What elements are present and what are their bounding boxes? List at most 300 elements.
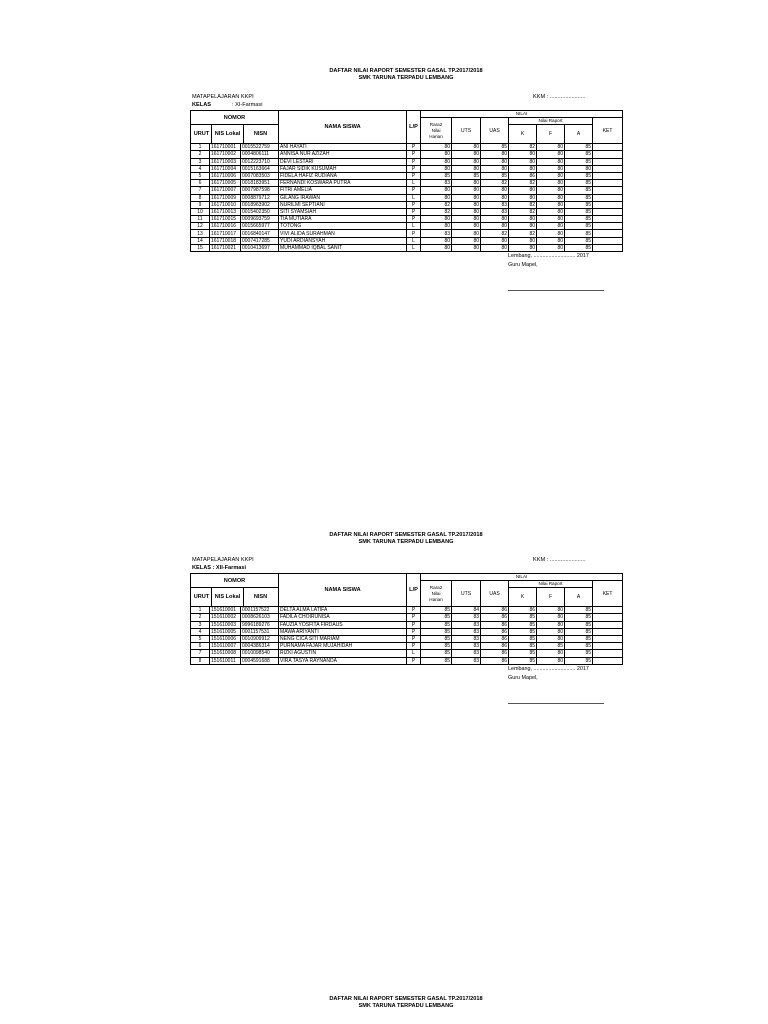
- nisn-cell: 0001157522: [241, 607, 279, 614]
- nilai-label: Nilai: [431, 590, 441, 596]
- table-row: [191, 158, 623, 165]
- uts-cell: 83: [452, 628, 481, 635]
- kelas-value: : XI-Farmasi: [232, 102, 263, 108]
- uts-cell: 80: [452, 216, 481, 223]
- f-cell: 80: [537, 172, 565, 179]
- f-cell: 80: [537, 635, 565, 642]
- nis-lokal-cell: 151610007: [210, 643, 241, 650]
- f-cell: 80: [537, 230, 565, 237]
- nisn-cell: 0015665977: [241, 223, 279, 230]
- gender-cell: L: [407, 223, 421, 230]
- lembang-date: Lembang, ............................ 2017: [508, 253, 589, 259]
- table-row: [191, 208, 623, 215]
- f-cell: 80: [537, 621, 565, 628]
- row-number-cell: 2: [191, 614, 210, 621]
- student-name-cell: VIVI ALIDA SURAHMAN: [279, 230, 407, 237]
- nisn-cell: 0008626103: [241, 614, 279, 621]
- ket-cell: [593, 194, 623, 201]
- f-cell: 80: [537, 650, 565, 657]
- k-cell: 80: [509, 165, 537, 172]
- school-name: SMK TARUNA TERPADU LEMBANG: [358, 1003, 454, 1009]
- table-row: [191, 614, 623, 621]
- a-cell: 85: [565, 144, 593, 151]
- uts-cell: 83: [452, 643, 481, 650]
- a-cell: 80: [565, 165, 593, 172]
- row-number-cell: 4: [191, 165, 210, 172]
- table-row: [191, 194, 623, 201]
- uas-cell: 86: [481, 614, 509, 621]
- header-nisn: NISN: [253, 131, 268, 138]
- a-cell: 85: [565, 223, 593, 230]
- gender-cell: P: [407, 172, 421, 179]
- rara2-cell: 85: [421, 172, 452, 179]
- row-number-cell: 1: [191, 144, 210, 151]
- uas-cell: 83: [481, 208, 509, 215]
- gender-cell: P: [407, 151, 421, 158]
- gender-cell: P: [407, 144, 421, 151]
- report-sheet-2: [190, 532, 622, 705]
- nisn-cell: 0012223710: [241, 158, 279, 165]
- nis-lokal-cell: 161710007: [210, 187, 241, 194]
- nis-lokal-cell: 151610005: [210, 628, 241, 635]
- rara2-cell: 80: [421, 194, 452, 201]
- f-cell: 85: [537, 643, 565, 650]
- uas-cell: 80: [481, 165, 509, 172]
- nisn-cell: 0004386314: [241, 643, 279, 650]
- header-f: F: [537, 125, 565, 144]
- student-name-cell: PURNAMA FAJAR MUJAHIDAH: [279, 643, 407, 650]
- table-row: [191, 657, 623, 664]
- kkm-label: KKM : .......................: [533, 557, 586, 563]
- nis-lokal-cell: 151610006: [210, 635, 241, 642]
- uas-cell: 85: [481, 172, 509, 179]
- harian-label: Harian: [429, 133, 443, 139]
- uas-cell: 80: [481, 244, 509, 251]
- school-name: SMK TARUNA TERPADU LEMBANG: [358, 539, 454, 545]
- ket-cell: [593, 635, 623, 642]
- k-cell: 85: [509, 635, 537, 642]
- nis-lokal-cell: 151610001: [210, 607, 241, 614]
- row-number-cell: 6: [191, 643, 210, 650]
- rara2-cell: 85: [421, 657, 452, 664]
- uts-cell: 80: [452, 201, 481, 208]
- f-cell: 80: [537, 180, 565, 187]
- header-lp: L/P: [407, 111, 421, 144]
- nisn-cell: 0007417285: [241, 237, 279, 244]
- header-nomor-sub: [191, 588, 279, 607]
- a-cell: 85: [565, 643, 593, 650]
- grade-table-body-2: [191, 607, 623, 665]
- rara2-label: Rara2: [429, 584, 443, 590]
- nisn-cell: 0008879712: [241, 194, 279, 201]
- row-number-cell: 12: [191, 223, 210, 230]
- student-name-cell: FAJAR SIDIK KUSUMAH: [279, 165, 407, 172]
- nis-lokal-cell: 161710005: [210, 180, 241, 187]
- uts-cell: 80: [452, 180, 481, 187]
- nisn-cell: 0016840147: [241, 230, 279, 237]
- grade-table-body-1: [191, 144, 623, 252]
- a-cell: 85: [565, 180, 593, 187]
- sheet-title: DAFTAR NILAI RAPORT SEMESTER GASAL TP.2017/2018: [329, 532, 483, 538]
- table-row: [191, 216, 623, 223]
- nisn-cell: 0009693759: [241, 216, 279, 223]
- f-cell: 80: [537, 244, 565, 251]
- header-a: A: [565, 125, 593, 144]
- f-cell: 80: [537, 628, 565, 635]
- nomor-sub-table: [192, 588, 277, 606]
- rara2-cell: 85: [421, 635, 452, 642]
- rara2-cell: 80: [421, 216, 452, 223]
- student-name-cell: ANI HAYATI: [279, 144, 407, 151]
- mapel-label: MATAPELAJARAN KKPI: [192, 94, 254, 100]
- rara2-cell: 85: [421, 643, 452, 650]
- gender-cell: P: [407, 635, 421, 642]
- k-cell: 82: [509, 208, 537, 215]
- row-number-cell: 5: [191, 172, 210, 179]
- k-cell: 82: [509, 144, 537, 151]
- header-a: A: [565, 588, 593, 607]
- header-ket: KET: [593, 581, 623, 607]
- ket-cell: [593, 158, 623, 165]
- ket-cell: [593, 201, 623, 208]
- header-nilai: NILAI: [421, 574, 623, 581]
- ket-cell: [593, 614, 623, 621]
- school-name: SMK TARUNA TERPADU LEMBANG: [358, 75, 454, 81]
- k-cell: 85: [509, 643, 537, 650]
- ket-cell: [593, 650, 623, 657]
- rara2-cell: 80: [421, 165, 452, 172]
- row-number-cell: 15: [191, 244, 210, 251]
- nis-lokal-cell: 151610008: [210, 650, 241, 657]
- nisn-cell: 0004806111: [241, 151, 279, 158]
- uts-cell: 83: [452, 614, 481, 621]
- table-row: [191, 172, 623, 179]
- nomor-sub-table: [192, 125, 277, 143]
- header-rara2: [421, 581, 452, 607]
- nis-lokal-cell: 161710009: [210, 194, 241, 201]
- table-row: [191, 635, 623, 642]
- row-number-cell: 11: [191, 216, 210, 223]
- uas-cell: 82: [481, 230, 509, 237]
- a-cell: 85: [565, 237, 593, 244]
- signature-line: [508, 703, 604, 704]
- a-cell: 85: [565, 187, 593, 194]
- nis-lokal-cell: 161710003: [210, 158, 241, 165]
- uts-cell: 80: [452, 244, 481, 251]
- f-cell: 80: [537, 216, 565, 223]
- k-cell: 80: [509, 158, 537, 165]
- k-cell: 80: [509, 187, 537, 194]
- rara2-cell: 85: [421, 650, 452, 657]
- a-cell: 85: [565, 151, 593, 158]
- nisn-cell: 9996189276: [241, 621, 279, 628]
- header-uts: UTS: [452, 581, 481, 607]
- k-cell: 80: [509, 151, 537, 158]
- rara2-cell: 85: [421, 621, 452, 628]
- gender-cell: P: [407, 607, 421, 614]
- nis-lokal-cell: 161710001: [210, 144, 241, 151]
- table-row: [191, 643, 623, 650]
- nisn-cell: 0007987598: [241, 187, 279, 194]
- table-row: [191, 223, 623, 230]
- k-cell: 86: [509, 607, 537, 614]
- student-name-cell: YUDI ARDIANSYAH: [279, 237, 407, 244]
- table-row: [191, 237, 623, 244]
- signature-line: [508, 290, 604, 291]
- k-cell: 85: [509, 614, 537, 621]
- row-number-cell: 3: [191, 621, 210, 628]
- student-name-cell: FIDELA HAFIZ RUDIANA: [279, 172, 407, 179]
- row-number-cell: 7: [191, 650, 210, 657]
- row-number-cell: 13: [191, 230, 210, 237]
- rara2-label: Rara2: [429, 121, 443, 127]
- report-sheet-1: [190, 68, 622, 292]
- table-row: [191, 187, 623, 194]
- header-nilai-raport: Nilai Raport: [509, 118, 593, 125]
- header-k: K: [509, 588, 537, 607]
- header-urut: URUT: [192, 588, 212, 606]
- rara2-cell: 80: [421, 158, 452, 165]
- rara2-cell: 82: [421, 201, 452, 208]
- a-cell: 85: [565, 621, 593, 628]
- ket-cell: [593, 216, 623, 223]
- uas-cell: 80: [481, 216, 509, 223]
- a-cell: 85: [565, 607, 593, 614]
- uas-cell: 80: [481, 187, 509, 194]
- nisn-cell: 0010413697: [241, 244, 279, 251]
- rara2-cell: 85: [421, 628, 452, 635]
- uas-cell: 86: [481, 628, 509, 635]
- student-name-cell: FERNANDI KOSWARA PUTRA: [279, 180, 407, 187]
- f-cell: 80: [537, 607, 565, 614]
- ket-cell: [593, 165, 623, 172]
- student-name-cell: VIRA TASYA RAYNANDA: [279, 657, 407, 664]
- report-sheet-3: [190, 996, 622, 1010]
- uts-cell: 80: [452, 187, 481, 194]
- rara2-cell: 80: [421, 187, 452, 194]
- grade-table-1: [190, 110, 623, 252]
- sheet-title: DAFTAR NILAI RAPORT SEMESTER GASAL TP.2017/2018: [329, 68, 483, 74]
- student-name-cell: DELTA ALMA LATIFA: [279, 607, 407, 614]
- student-name-cell: TOTONG: [279, 223, 407, 230]
- f-cell: 80: [537, 144, 565, 151]
- uts-cell: 83: [452, 657, 481, 664]
- student-name-cell: FAUZIA YOSFITA FIRDAUS: [279, 621, 407, 628]
- uas-cell: 82: [481, 180, 509, 187]
- nis-lokal-cell: 161710015: [210, 216, 241, 223]
- mapel-row: [190, 557, 622, 565]
- uts-cell: 80: [452, 230, 481, 237]
- uts-cell: 83: [452, 621, 481, 628]
- header-nilai-raport: Nilai Raport: [509, 581, 593, 588]
- a-cell: 85: [565, 230, 593, 237]
- row-number-cell: 8: [191, 194, 210, 201]
- row-number-cell: 6: [191, 180, 210, 187]
- table-row: [191, 607, 623, 614]
- f-cell: 80: [537, 657, 565, 664]
- row-number-cell: 10: [191, 208, 210, 215]
- table-row: [191, 621, 623, 628]
- uts-cell: 80: [452, 237, 481, 244]
- lembang-date: Lembang, ............................ 2017: [508, 665, 589, 672]
- f-cell: 80: [537, 151, 565, 158]
- uts-cell: 80: [452, 223, 481, 230]
- header-nomor: NOMOR: [191, 111, 279, 125]
- header-uas: UAS: [481, 118, 509, 144]
- nisn-cell: 0018183951: [241, 180, 279, 187]
- nisn-cell: 0010909912: [241, 635, 279, 642]
- row-number-cell: 2: [191, 151, 210, 158]
- nis-lokal-cell: 151610002: [210, 614, 241, 621]
- uas-cell: 80: [481, 194, 509, 201]
- k-cell: 80: [509, 244, 537, 251]
- header-nomor-sub: [191, 125, 279, 144]
- uts-cell: 80: [452, 158, 481, 165]
- header-nama-siswa: NAMA SISWA: [279, 574, 407, 607]
- header-urut: URUT: [192, 125, 212, 143]
- uas-cell: 83: [481, 201, 509, 208]
- gender-cell: P: [407, 657, 421, 664]
- header-f: F: [537, 588, 565, 607]
- uas-cell: 80: [481, 223, 509, 230]
- header-rara2: [421, 118, 452, 144]
- student-name-cell: MUHAMMAD IQBAL SANIT: [279, 244, 407, 251]
- signature-block-2: [190, 665, 622, 705]
- uts-cell: 80: [452, 144, 481, 151]
- student-name-cell: TIA MUTIARA: [279, 216, 407, 223]
- nisn-cell: 0007083503: [241, 172, 279, 179]
- header-uts: UTS: [452, 118, 481, 144]
- a-cell: 85: [565, 635, 593, 642]
- nis-lokal-cell: 161710017: [210, 230, 241, 237]
- student-name-cell: NENG CICA SITI MARIAM: [279, 635, 407, 642]
- student-name-cell: DEVI LESTARI: [279, 158, 407, 165]
- header-nama-siswa: NAMA SISWA: [279, 111, 407, 144]
- table-row: [191, 650, 623, 657]
- gender-cell: P: [407, 165, 421, 172]
- rara2-cell: 80: [421, 144, 452, 151]
- rara2-cell: 83: [421, 230, 452, 237]
- nis-lokal-cell: 151610011: [210, 657, 241, 664]
- table-row: [191, 201, 623, 208]
- ket-cell: [593, 208, 623, 215]
- nisn-cell: 0015402350: [241, 208, 279, 215]
- uas-cell: 80: [481, 151, 509, 158]
- uas-cell: 86: [481, 643, 509, 650]
- f-cell: 80: [537, 614, 565, 621]
- ket-cell: [593, 237, 623, 244]
- uts-cell: 80: [452, 194, 481, 201]
- row-number-cell: 9: [191, 201, 210, 208]
- gender-cell: P: [407, 158, 421, 165]
- a-cell: 85: [565, 628, 593, 635]
- uas-cell: 80: [481, 158, 509, 165]
- ket-cell: [593, 180, 623, 187]
- k-cell: 80: [509, 216, 537, 223]
- uas-cell: 86: [481, 650, 509, 657]
- gender-cell: P: [407, 614, 421, 621]
- kelas-label: KELAS: [192, 102, 211, 108]
- rara2-cell: 83: [421, 180, 452, 187]
- row-number-cell: 8: [191, 657, 210, 664]
- ket-cell: [593, 657, 623, 664]
- header-nilai: NILAI: [421, 111, 623, 118]
- k-cell: 86: [509, 172, 537, 179]
- table-row: [191, 244, 623, 251]
- ket-cell: [593, 223, 623, 230]
- guru-mapel-label: Guru Mapel,: [508, 674, 538, 681]
- k-cell: 82: [509, 180, 537, 187]
- nis-lokal-cell: 161710018: [210, 237, 241, 244]
- header-k: K: [509, 125, 537, 144]
- row-number-cell: 4: [191, 628, 210, 635]
- uts-cell: 80: [452, 208, 481, 215]
- uas-cell: 86: [481, 621, 509, 628]
- nis-lokal-cell: 161710010: [210, 201, 241, 208]
- nis-lokal-cell: 161710021: [210, 244, 241, 251]
- a-cell: 85: [565, 194, 593, 201]
- header-nisn: NISN: [253, 594, 268, 601]
- student-name-cell: MAWA ARIYANTI: [279, 628, 407, 635]
- header-ket: KET: [593, 118, 623, 144]
- nisn-cell: 0018963902: [241, 201, 279, 208]
- ket-cell: [593, 643, 623, 650]
- k-cell: 80: [509, 223, 537, 230]
- a-cell: 85: [565, 208, 593, 215]
- gender-cell: L: [407, 237, 421, 244]
- uts-cell: 83: [452, 650, 481, 657]
- student-name-cell: FITRI AMELIA: [279, 187, 407, 194]
- ket-cell: [593, 172, 623, 179]
- rara2-cell: 85: [421, 614, 452, 621]
- uas-cell: 80: [481, 237, 509, 244]
- nis-lokal-cell: 161710002: [210, 151, 241, 158]
- student-name-cell: RIZKI AGUSTIN: [279, 650, 407, 657]
- nisn-cell: 0015163664: [241, 165, 279, 172]
- a-cell: 85: [565, 244, 593, 251]
- uas-cell: 86: [481, 607, 509, 614]
- ket-cell: [593, 144, 623, 151]
- mapel-row: [190, 94, 622, 102]
- nis-lokal-cell: 161710013: [210, 208, 241, 215]
- gender-cell: L: [407, 244, 421, 251]
- kelas-label: KELAS : XII-Farmasi: [192, 565, 247, 571]
- f-cell: 80: [537, 201, 565, 208]
- rara2-cell: 82: [421, 208, 452, 215]
- uts-cell: 83: [452, 635, 481, 642]
- k-cell: 82: [509, 201, 537, 208]
- k-cell: 85: [509, 650, 537, 657]
- k-cell: 85: [509, 628, 537, 635]
- uas-cell: 86: [481, 635, 509, 642]
- a-cell: 85: [565, 614, 593, 621]
- rara2-cell: 80: [421, 237, 452, 244]
- rara2-cell: 85: [421, 607, 452, 614]
- ket-cell: [593, 187, 623, 194]
- header-uas: UAS: [481, 581, 509, 607]
- ket-cell: [593, 230, 623, 237]
- nis-lokal-cell: 161710004: [210, 165, 241, 172]
- uas-cell: 86: [481, 657, 509, 664]
- guru-mapel-label: Guru Mapel,: [508, 262, 538, 268]
- student-name-cell: SITI SYAMSIAH: [279, 208, 407, 215]
- f-cell: 80: [537, 165, 565, 172]
- f-cell: 80: [537, 187, 565, 194]
- f-cell: 80: [537, 223, 565, 230]
- ket-cell: [593, 244, 623, 251]
- k-cell: 80: [509, 237, 537, 244]
- rara2-cell: 80: [421, 223, 452, 230]
